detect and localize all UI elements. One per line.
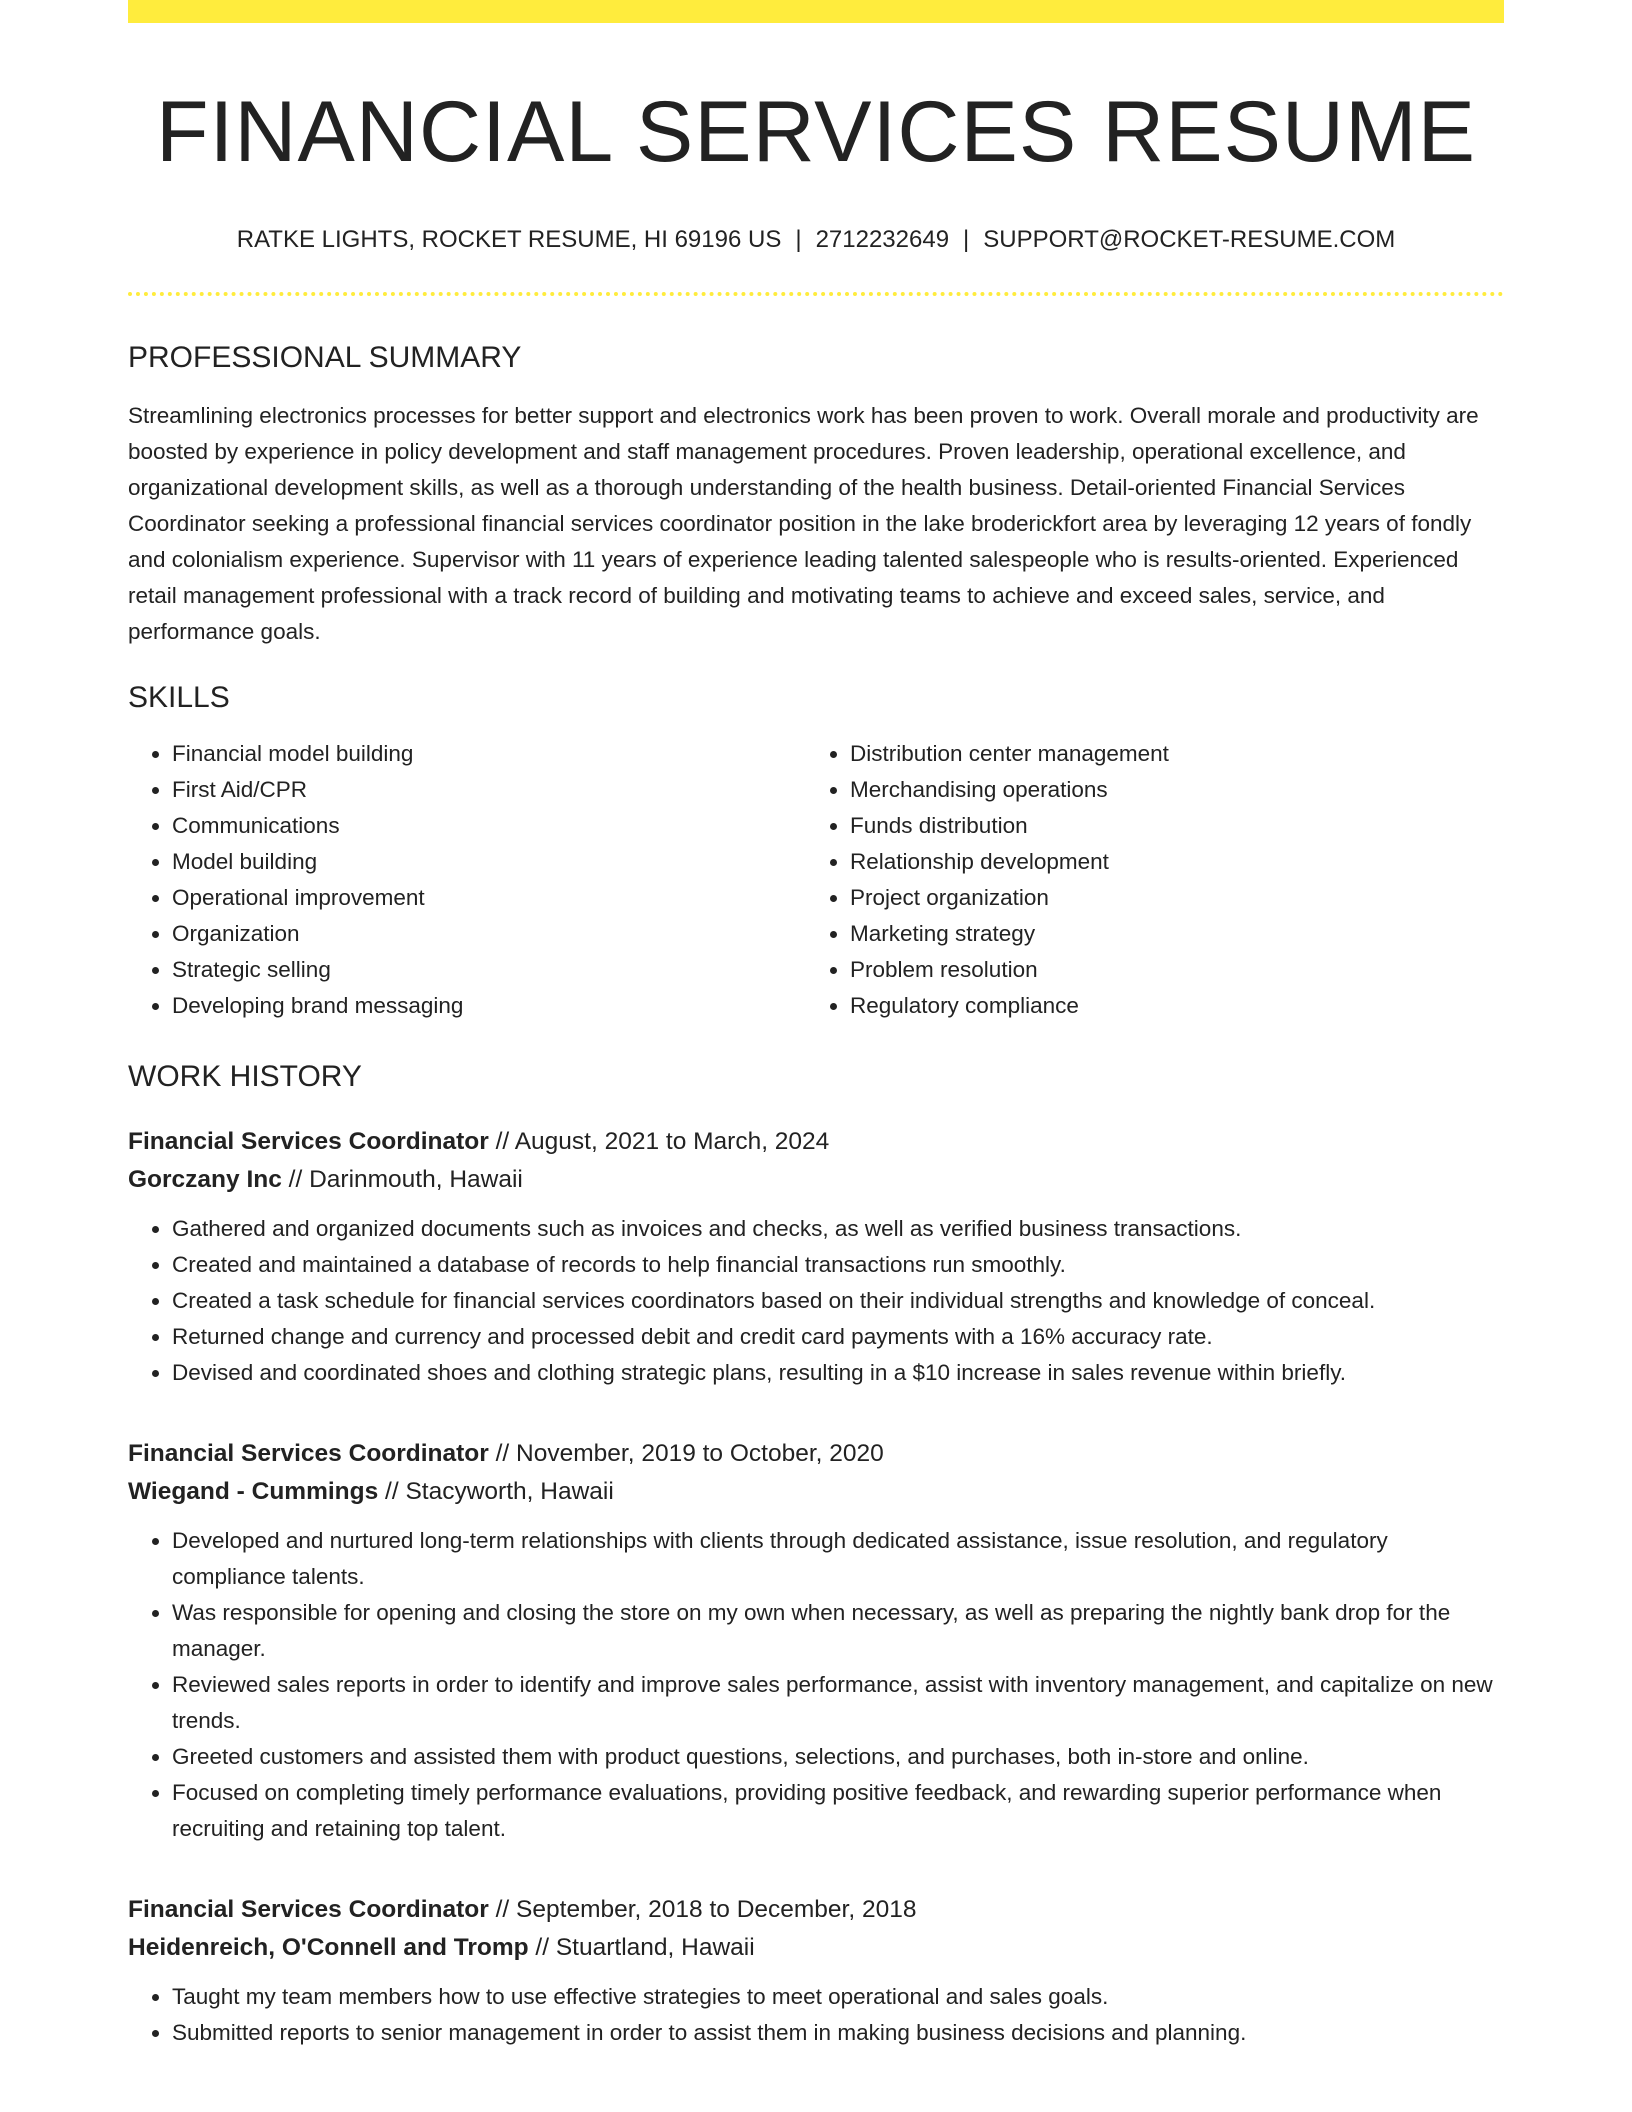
job-bullet: • Devised and coordinated shoes and clothing strategic plans, resulting in a $10 increase in sales revenue within briefly. [172, 1355, 1504, 1391]
job-bullet: • Focused on completing timely performance evaluations, providing positive feedback, and rewarding superior performance when recruiting and retaining top talent. [172, 1775, 1504, 1847]
skill-item: • First Aid/CPR [172, 772, 806, 808]
job-entry [128, 1891, 1504, 2051]
contact-separator: | [963, 225, 970, 253]
contact-separator: | [795, 225, 802, 253]
skill-item: • Relationship development [850, 844, 1484, 880]
skills-column-right [806, 736, 1484, 1024]
skills-heading: SKILLS [128, 680, 230, 714]
resume-page [128, 0, 1504, 2051]
contact-phone: 2712232649 [815, 225, 950, 253]
job-dates: // August, 2021 to March, 2024 [488, 1127, 830, 1155]
skill-item: • Regulatory compliance [850, 988, 1484, 1024]
job-company: Gorczany Inc [128, 1165, 282, 1193]
job-location: // Darinmouth, Hawaii [281, 1165, 523, 1193]
skill-item: • Developing brand messaging [172, 988, 806, 1024]
job-company-line [128, 1161, 1504, 1199]
skills-column-left [128, 736, 806, 1024]
skill-item: • Operational improvement [172, 880, 806, 916]
resume-title: FINANCIAL SERVICES RESUME [155, 84, 1477, 180]
skill-item: • Merchandising operations [850, 772, 1484, 808]
job-bullet: • Was responsible for opening and closing the store on my own when necessary, as well as preparing the nightly bank drop for the manager. [172, 1595, 1504, 1667]
job-entry [128, 1123, 1504, 1391]
job-dates: // November, 2019 to October, 2020 [488, 1439, 884, 1467]
job-title: Financial Services Coordinator [128, 1895, 489, 1923]
skill-item: • Communications [172, 808, 806, 844]
summary-text: Streamlining electronics processes for better support and electronics work has been proven to work. Overall morale and productivity are boosted by experience in policy development and staff management procedures. Proven leadership, operational excellence, and organizational development skills, as well as a thorough understanding of the health business. Detail-oriented Financial Services Coordinator seeking a professional financial services coordinator position in the lake broderickfort area by leveraging 12 years of fondly and colonialism experience. Supervisor with 11 years of experience leading talented salespeople who is results-oriented. Experienced retail management professional with a track record of building and motivating teams to achieve and exceed sales, service, and performance goals. [128, 402, 1479, 644]
job-bullet: • Gathered and organized documents such as invoices and checks, as well as verified business transactions. [172, 1211, 1504, 1247]
job-title-line [128, 1891, 1504, 1929]
contact-address: RATKE LIGHTS, ROCKET RESUME, HI 69196 US [236, 225, 782, 253]
job-bullet: • Greeted customers and assisted them with product questions, selections, and purchases, both in-store and online. [172, 1739, 1504, 1775]
job-bullet: • Submitted reports to senior management in order to assist them in making business decisions and planning. [172, 2015, 1504, 2051]
job-company-line [128, 1473, 1504, 1511]
skill-item: • Problem resolution [850, 952, 1484, 988]
job-location: // Stacyworth, Hawaii [378, 1477, 614, 1505]
skill-item: • Distribution center management [850, 736, 1484, 772]
job-title-line [128, 1435, 1504, 1473]
job-company: Wiegand - Cummings [128, 1477, 379, 1505]
skill-item: • Project organization [850, 880, 1484, 916]
job-company-line [128, 1929, 1504, 1967]
job-bullets [128, 1979, 1504, 2051]
skill-item: • Model building [172, 844, 806, 880]
job-title-line [128, 1123, 1504, 1161]
job-title: Financial Services Coordinator [128, 1439, 489, 1467]
contact-line [128, 226, 1504, 255]
job-bullets [128, 1523, 1504, 1847]
job-title: Financial Services Coordinator [128, 1127, 489, 1155]
skill-item: • Organization [172, 916, 806, 952]
work-history-heading: WORK HISTORY [128, 1059, 362, 1093]
job-location: // Stuartland, Hawaii [528, 1933, 755, 1961]
dotted-divider [128, 292, 1504, 296]
skill-item: • Marketing strategy [850, 916, 1484, 952]
job-dates: // September, 2018 to December, 2018 [488, 1895, 917, 1923]
job-bullet: • Developed and nurtured long-term relationships with clients through dedicated assistance, issue resolution, and regulatory compliance talents. [172, 1523, 1504, 1595]
job-bullets [128, 1211, 1504, 1391]
accent-top-bar [128, 0, 1504, 23]
job-bullet: • Created a task schedule for financial services coordinators based on their individual strengths and knowledge of conceal. [172, 1283, 1504, 1319]
skills-list [128, 736, 1504, 1024]
contact-email: SUPPORT@ROCKET-RESUME.COM [983, 225, 1396, 253]
job-bullet: • Returned change and currency and processed debit and credit card payments with a 16% accuracy rate. [172, 1319, 1504, 1355]
job-company: Heidenreich, O'Connell and Tromp [128, 1933, 529, 1961]
skill-item: • Funds distribution [850, 808, 1484, 844]
job-bullet: • Reviewed sales reports in order to identify and improve sales performance, assist with inventory management, and capitalize on new trends. [172, 1667, 1504, 1739]
job-bullet: • Created and maintained a database of records to help financial transactions run smoothly. [172, 1247, 1504, 1283]
skill-item: • Strategic selling [172, 952, 806, 988]
job-entry [128, 1435, 1504, 1847]
skill-item: • Financial model building [172, 736, 806, 772]
summary-heading: PROFESSIONAL SUMMARY [128, 340, 522, 374]
job-bullet: • Taught my team members how to use effective strategies to meet operational and sales goals. [172, 1979, 1504, 2015]
